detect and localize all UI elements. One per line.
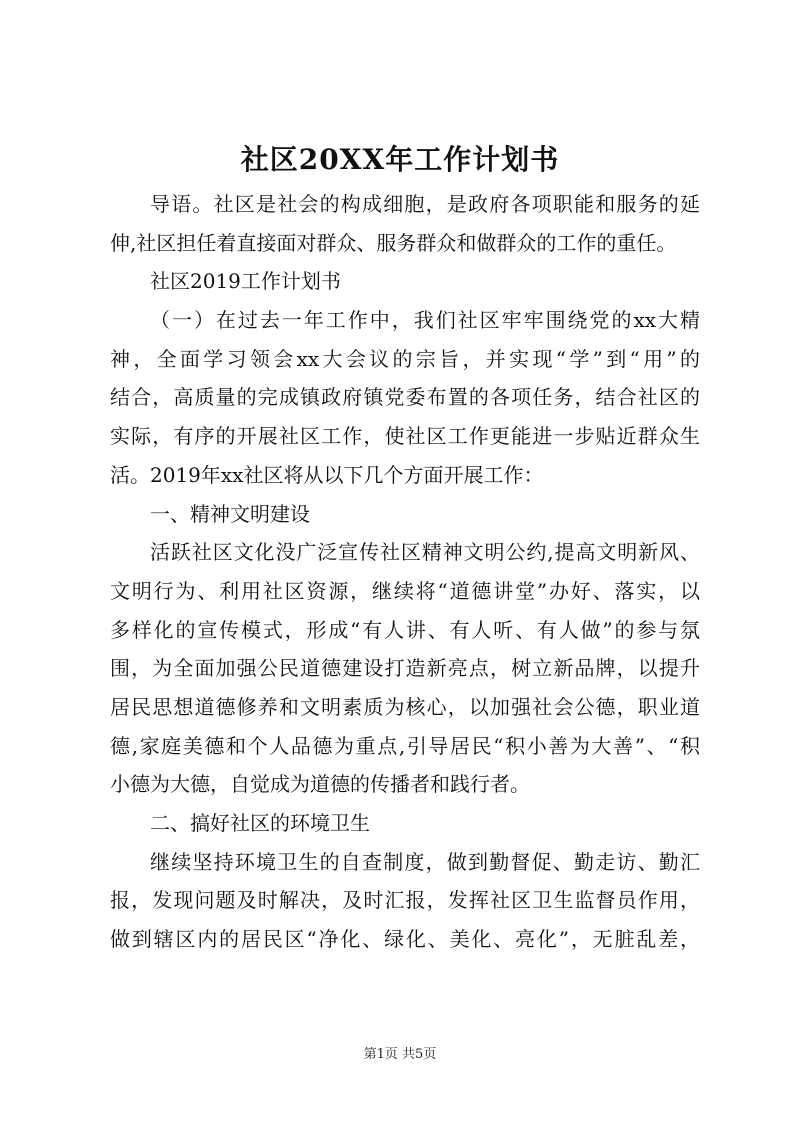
paragraph-line: 神，全面学习领会xx大会议的宗旨，并实现“学”到“用”的 — [110, 346, 700, 371]
section-heading: 二、搞好社区的环境卫生 — [150, 811, 370, 835]
page-footer: 第1页 共5页 — [363, 1047, 437, 1062]
paragraph-line: 实际，有序的开展社区工作，使社区工作更能进一步贴近群众生 — [110, 424, 700, 449]
section-heading: 社区2019工作计划书 — [150, 269, 341, 294]
paragraph-line: 导语。社区是社会的构成细胞，是政府各项职能和服务的延 — [150, 192, 700, 216]
paragraph-line: （一）在过去一年工作中，我们社区牢牢围绕党的xx大精 — [150, 308, 700, 333]
paragraph-line: 多样化的宣传模式，形成“有人讲、有人听、有人做”的参与氛 — [110, 617, 700, 642]
section-heading: 一、精神文明建设 — [150, 501, 310, 526]
paragraph-line: 文明行为、利用社区资源，继续将“道德讲堂”办好、落实，以 — [110, 578, 700, 603]
paragraph-line: 活。2019年xx社区将从以下几个方面开展工作： — [110, 462, 544, 487]
paragraph-line: 围，为全面加强公民道德建设打造新亮点，树立新品牌，以提升 — [110, 656, 700, 681]
paragraph-line: 居民思想道德修养和文明素质为核心，以加强社会公德，职业道 — [110, 694, 700, 719]
paragraph-line: 继续坚持环境卫生的自查制度，做到勤督促、勤走访、勤汇 — [150, 849, 700, 874]
paragraph-line: 小德为大德，自觉成为道德的传播者和践行者。 — [110, 772, 530, 797]
document-body — [110, 185, 700, 959]
paragraph-line: 报，发现问题及时解决，及时汇报，发挥社区卫生监督员作用， — [110, 888, 700, 913]
paragraph-line: 做到辖区内的居民区“净化、绿化、美化、亮化”，无脏乱差， — [110, 927, 700, 952]
document-title: 社区20XX年工作计划书 — [240, 143, 560, 176]
paragraph-line: 德,家庭美德和个人品德为重点,引导居民“积小善为大善”、“积 — [110, 733, 700, 758]
paragraph-line: 结合，高质量的完成镇政府镇党委布置的各项任务，结合社区的 — [110, 385, 700, 410]
paragraph-line: 伸,社区担任着直接面对群众、服务群众和做群众的工作的重任。 — [110, 230, 677, 255]
paragraph-line: 活跃社区文化没广泛宣传社区精神文明公约,提高文明新风、 — [150, 540, 700, 565]
